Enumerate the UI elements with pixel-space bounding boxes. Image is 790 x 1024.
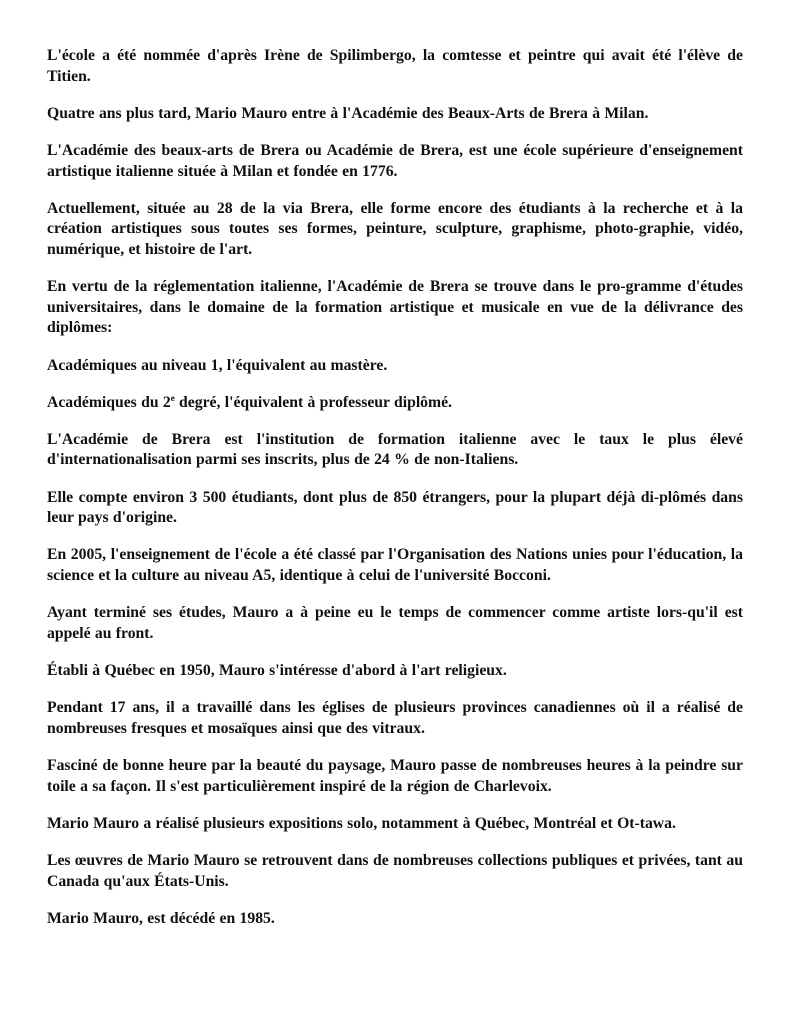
paragraph: Académiques au niveau 1, l'équivalent au mastère.: [47, 356, 388, 374]
paragraph: Les œuvres de Mario Mauro se retrouvent dans de nombreuses collections publiques et privées, tant au Canada qu'aux États-Unis.: [47, 851, 743, 890]
paragraph: L'Académie des beaux-arts de Brera ou Académie de Brera, est une école supérieure d'enseignement artistique italienne située à Milan et fondée en 1776.: [47, 141, 743, 180]
degree-text-after: degré, l'équivalent à professeur diplômé.: [174, 393, 452, 411]
degree-superscript: e: [170, 392, 175, 403]
paragraph: Elle compte environ 3 500 étudiants, dont plus de 850 étrangers, pour la plupart déjà di-plômés dans leur pays d'origine.: [47, 488, 743, 527]
paragraph-degree: [47, 393, 743, 414]
paragraph: L'école a été nommée d'après Irène de Spilimbergo, la comtesse et peintre qui avait été l'élève de Titien.: [47, 47, 743, 85]
paragraph: Actuellement, située au 28 de la via Brera, elle forme encore des étudiants à la recherche et à la création artistiques sous toutes ses formes, peinture, sculpture, graphisme, photo-graphie, vidéo, numérique, et histoire de l'art.: [47, 199, 743, 258]
paragraph: L'Académie de Brera est l'institution de formation italienne avec le taux le plus élevé d'internationalisation parmi ses inscrits, plus de 24 % de non-Italiens.: [47, 430, 743, 469]
document-body: [47, 46, 743, 946]
paragraph: Quatre ans plus tard, Mario Mauro entre à l'Académie des Beaux-Arts de Brera à Milan.: [47, 104, 649, 122]
paragraph: Mario Mauro, est décédé en 1985.: [47, 909, 275, 927]
paragraph: Établi à Québec en 1950, Mauro s'intéresse d'abord à l'art religieux.: [47, 662, 507, 679]
paragraph: Mario Mauro a réalisé plusieurs expositions solo, notamment à Québec, Montréal et Ot-tawa.: [47, 814, 676, 832]
paragraph: En vertu de la réglementation italienne, l'Académie de Brera se trouve dans le pro-gramme d'études universitaires, dans le domaine de la formation artistique et musicale en vue de la délivrance des diplômes:: [47, 278, 743, 337]
degree-text-before: Académiques du 2: [47, 393, 171, 411]
paragraph: Pendant 17 ans, il a travaillé dans les églises de plusieurs provinces canadiennes où il a réalisé de nombreuses fresques et mosaïques ainsi que des vitraux.: [47, 699, 743, 737]
paragraph: En 2005, l'enseignement de l'école a été classé par l'Organisation des Nations unies pour l'éducation, la science et la culture au niveau A5, identique à celui de l'université Bocconi.: [47, 546, 743, 585]
paragraph: Fasciné de bonne heure par la beauté du paysage, Mauro passe de nombreuses heures à la peindre sur toile a sa façon. Il s'est particulièrement inspiré de la région de Charlevoix.: [47, 756, 743, 795]
paragraph: Ayant terminé ses études, Mauro a à peine eu le temps de commencer comme artiste lors-qu'il est appelé au front.: [47, 604, 743, 642]
